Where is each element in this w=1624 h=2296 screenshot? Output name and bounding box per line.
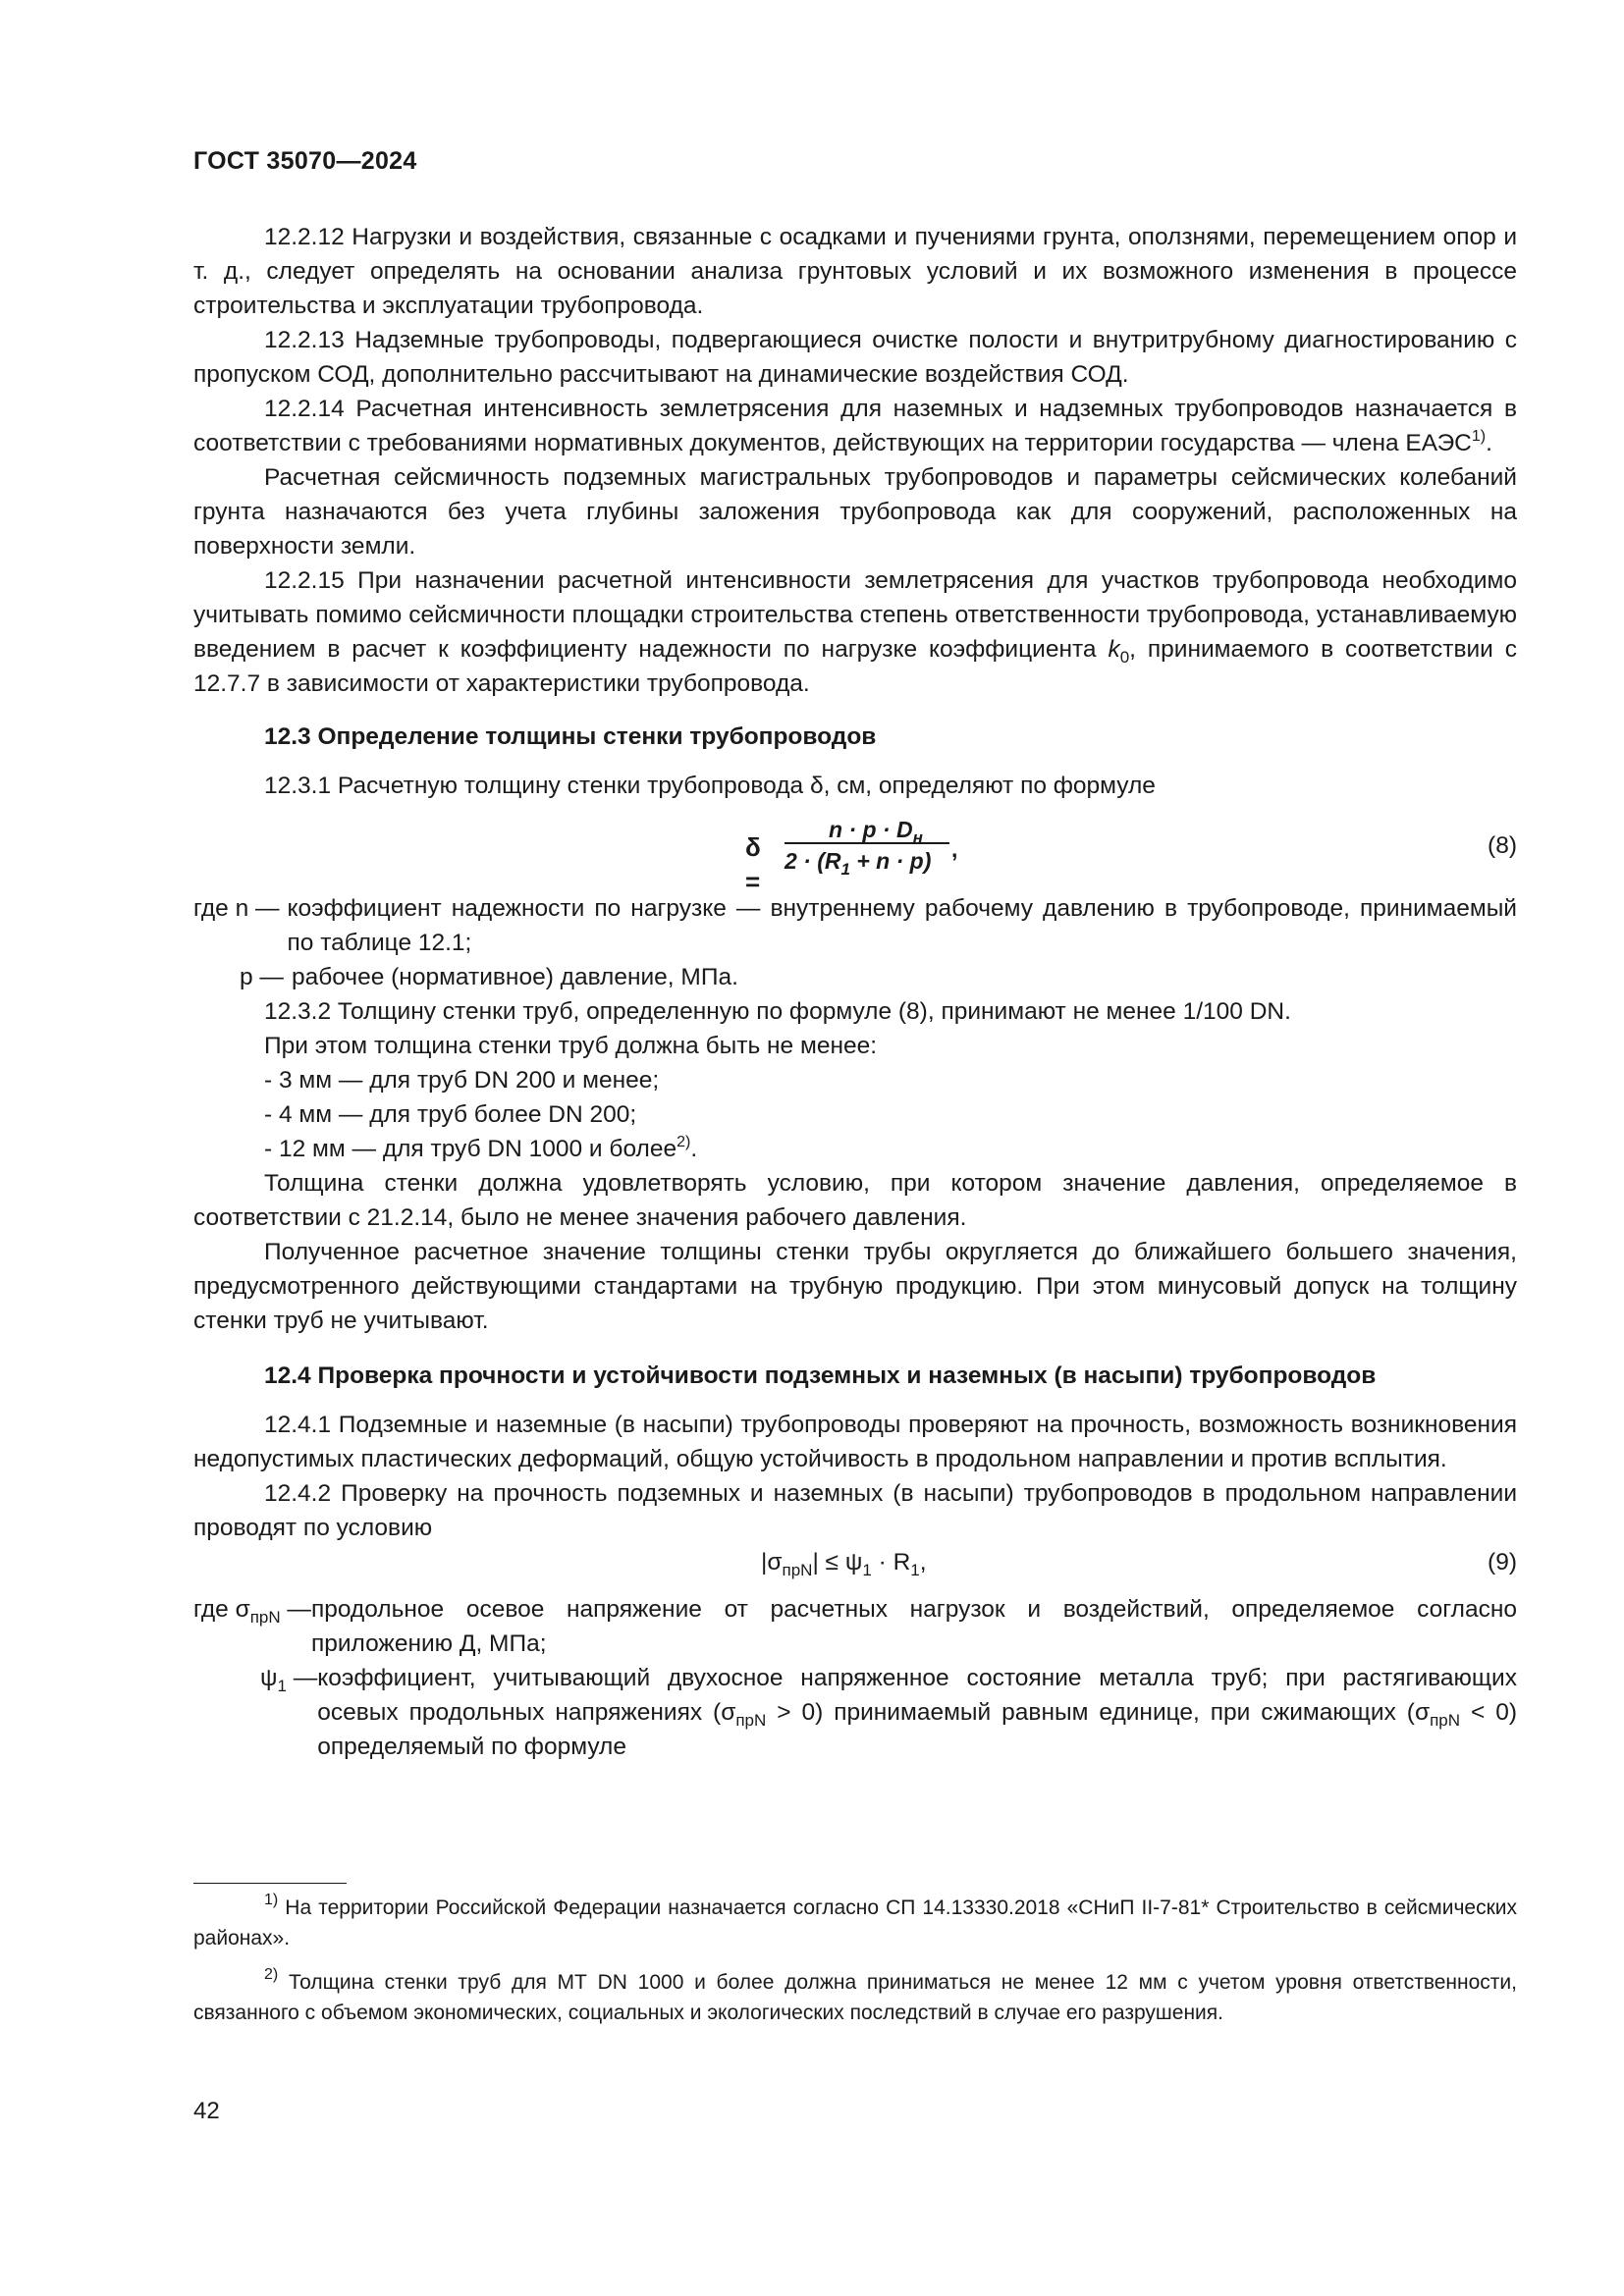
- where-n-text: коэффициент надежности по нагрузке — внутреннему рабочему давлению в трубопроводе, принимаемый по таблице 12.1;: [287, 895, 1517, 956]
- paragraph-12-2-15: [193, 563, 1517, 701]
- psi-symbol: ψ: [260, 1665, 278, 1691]
- list-item-end: .: [690, 1136, 698, 1162]
- where-n-symbol: где n —: [193, 895, 280, 922]
- paragraph-condition: Толщина стенки должна удовлетворять условию, при котором значение давления, определяемое в соответствии с 21.2.14, было не менее значения рабочего давления.: [193, 1170, 1517, 1231]
- denominator-sub: 1: [840, 860, 850, 879]
- document-header: ГОСТ 35070—2024: [193, 147, 417, 175]
- footnote-2: [193, 1967, 1517, 2028]
- footnote-1-text: На территории Российской Федерации назначается согласно СП 14.13330.2018 «СНиП II-7-81* Строительство в сейсмических районах».: [193, 1896, 1517, 1949]
- paragraph-12-4-2: 12.4.2 Проверку на прочность подземных и наземных (в насыпи) трубопроводов в продольном направлении проводят по условию: [193, 1480, 1517, 1541]
- footnote-ref-1[interactable]: 1): [1471, 428, 1487, 445]
- sigma-sub: прN: [249, 1608, 281, 1627]
- paragraph-text: 12.2.14 Расчетная интенсивность землетрясения для наземных и надземных трубопроводов назначается в соответствии с требованиями нормативных документов, действующих на территории государства — члена ЕАЭС: [193, 396, 1517, 456]
- section-heading-12-3: 12.3 Определение толщины стенки трубопроводов: [264, 723, 877, 750]
- paragraph-12-4-1: 12.4.1 Подземные и наземные (в насыпи) трубопроводы проверяют на прочность, возможность возникновения недопустимых пластических деформаций, общую устойчивость в продольном направлении и против всплытия.: [193, 1412, 1517, 1472]
- f9-part: · R: [871, 1549, 911, 1575]
- where-psi: [193, 1661, 1517, 1764]
- list-item: [264, 1132, 1517, 1166]
- footnote-1: [193, 1893, 1517, 1953]
- psi-text: < 0) определяемый по формуле: [317, 1699, 1517, 1760]
- footnote-2-text: Толщина стенки труб для МТ DN 1000 и более должна приниматься не менее 12 мм с учетом уровня ответственности, связанного с объемом экономических, социальных и экологических последствий в случае его разрушения.: [193, 1971, 1517, 2024]
- paragraph-seismic: Расчетная сейсмичность подземных магистральных трубопроводов и параметры сейсмических колебаний грунта назначаются без учета глубины заложения трубопровода как для сооружений, расположенных на поверхности земли.: [193, 464, 1517, 560]
- denominator-pre: 2 · (R: [785, 848, 841, 874]
- formula-9: [193, 1545, 1517, 1586]
- footnote-1-mark: 1): [264, 1892, 279, 1908]
- main-text: [193, 220, 1517, 1764]
- section-heading-12-4: 12.4 Проверка прочности и устойчивости подземных и наземных (в насыпи) трубопроводов: [264, 1362, 1377, 1389]
- psi-text: коэффициент, учитывающий двухосное напряженное состояние металла труб; при растягивающих осевых продольных напряжениях (σ: [317, 1665, 1517, 1726]
- f9-sub: 1: [910, 1561, 920, 1579]
- where-psi-text: [317, 1661, 1517, 1764]
- page-number: 42: [193, 2098, 220, 2124]
- f9-part: |σ: [761, 1549, 783, 1575]
- f9-part: ,: [919, 1549, 927, 1575]
- f9-sub: 1: [862, 1561, 872, 1579]
- formula-8-lhs: δ =: [745, 832, 761, 896]
- paragraph-rounding: Полученное расчетное значение толщины стенки трубы округляется до ближайшего большего значения, предусмотренного действующими стандартами на трубную продукцию. При этом минусовый допуск на толщину стенки труб не учитывают.: [193, 1239, 1517, 1334]
- paragraph-end: , принимаемого в соответствии с 12.7.7 в зависимости от характеристики трубопровода.: [193, 636, 1517, 697]
- list-item-text: - 12 мм — для труб DN 1000 и более: [264, 1136, 677, 1162]
- sigma-symbol: где σ: [193, 1596, 250, 1623]
- formula-8: [193, 809, 1517, 896]
- formula-8-comma: ,: [951, 836, 958, 862]
- denominator-post: + n · p): [849, 848, 932, 874]
- paragraph-12-3-1: 12.3.1 Расчетную толщину стенки трубопровода δ, см, определяют по формуле: [264, 773, 1156, 799]
- f9-part: | ≤ ψ: [812, 1549, 863, 1575]
- formula-8-number: (8): [1488, 832, 1517, 859]
- dash: —: [286, 1665, 318, 1691]
- numerator-sub: н: [912, 828, 923, 847]
- coef-k: k: [1108, 636, 1120, 663]
- paragraph-min-thickness: При этом толщина стенки труб должна быть не менее:: [264, 1033, 878, 1059]
- paragraph-12-3-2: 12.3.2 Толщину стенки труб, определенную по формуле (8), принимают не менее 1/100 DN.: [264, 998, 1291, 1025]
- where-p: [193, 960, 1517, 994]
- where-sigma-symbol: [193, 1592, 311, 1661]
- formula-9-expression: [761, 1545, 927, 1579]
- where-sigma-text: продольное осевое напряжение от расчетных нагрузок и воздействий, определяемое согласно приложению Д, МПа;: [310, 1596, 1517, 1657]
- paragraph-12-2-12: 12.2.12 Нагрузки и воздействия, связанные с осадками и пучениями грунта, оползнями, перемещением опор и т. д., следует определять на основании анализа грунтовых условий и их возможного изменения в процессе строительства и эксплуатации трубопровода.: [193, 224, 1517, 319]
- paragraph-end: .: [1486, 430, 1492, 456]
- where-n: [193, 891, 1517, 960]
- footnote-ref-2[interactable]: 2): [677, 1134, 691, 1150]
- dash: —: [280, 1596, 311, 1623]
- paragraph-text: 12.2.15 При назначении расчетной интенсивности землетрясения для участков трубопровода необходимо учитывать помимо сейсмичности площадки строительства степень ответственности трубопровода, устанавливаемую введением в расчет к коэффициенту надежности по нагрузке коэффициента: [193, 567, 1517, 663]
- psi-text: > 0) принимаемый равным единице, при сжимающих (σ: [766, 1699, 1431, 1726]
- psi-sub: 1: [277, 1677, 287, 1695]
- numerator-text: n · p · D: [829, 817, 913, 842]
- footnote-2-mark: 2): [264, 1966, 279, 1983]
- footnote-separator: [193, 1883, 347, 1884]
- list-item: - 4 мм — для труб более DN 200;: [264, 1101, 637, 1128]
- where-p-symbol: p —: [240, 964, 284, 990]
- f9-sub: прN: [782, 1561, 813, 1579]
- paragraph-12-2-14: [193, 392, 1517, 460]
- psi-sub: прN: [1430, 1711, 1460, 1730]
- psi-sub: прN: [735, 1711, 767, 1730]
- list-item: - 3 мм — для труб DN 200 и менее;: [264, 1067, 660, 1094]
- formula-9-number: (9): [1488, 1549, 1517, 1575]
- where-sigma: [193, 1592, 1517, 1661]
- coef-k-sub: 0: [1119, 648, 1130, 667]
- footnotes: [193, 1893, 1517, 2042]
- where-p-text: рабочее (нормативное) давление, МПа.: [291, 964, 738, 990]
- where-psi-symbol: [260, 1661, 317, 1764]
- formula-8-denominator: [785, 844, 931, 879]
- paragraph-12-2-13: 12.2.13 Надземные трубопроводы, подвергающиеся очистке полости и внутритрубному диагностированию с пропуском СОД, дополнительно рассчитывают на динамические воздействия СОД.: [193, 327, 1517, 388]
